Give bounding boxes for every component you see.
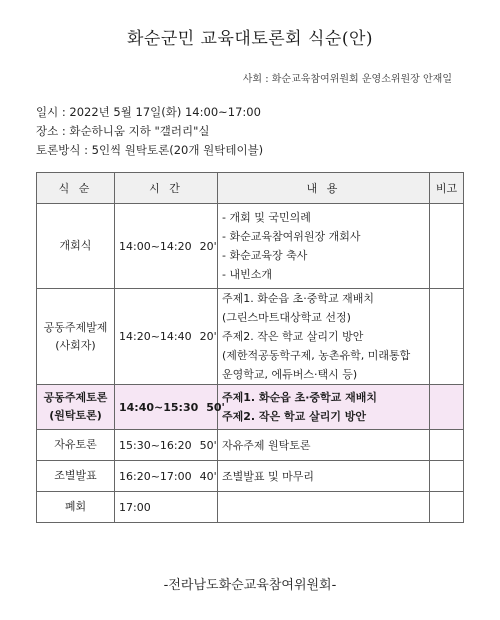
row-name-line: 폐회	[64, 500, 87, 513]
header-time: 시 간	[115, 173, 218, 204]
table-row	[37, 204, 464, 289]
row-time	[115, 385, 225, 430]
time-range: 15:30~16:20	[119, 438, 192, 452]
info-method: 토론방식 : 5인씩 원탁토론(20개 원탁테이블)	[36, 143, 264, 157]
row-note	[430, 492, 464, 523]
info-place: 장소 : 화순하니움 지하 "갤러리"실	[36, 124, 210, 138]
row-content	[218, 289, 430, 385]
row-name-line: (원탁토론)	[49, 409, 102, 422]
content-line: (그린스마트대상학교 선정)	[222, 311, 351, 324]
table-row	[37, 430, 464, 461]
row-name-line: 조별발표	[54, 469, 97, 482]
content-line: 운영학교, 에듀버스·택시 등)	[222, 368, 358, 381]
duration: 20'	[199, 330, 217, 343]
row-name-line: (사회자)	[55, 338, 96, 352]
row-name	[37, 385, 115, 430]
row-note	[430, 204, 464, 289]
time-range: 14:20~14:40	[119, 330, 192, 343]
table-row	[37, 289, 464, 385]
duration: 50'	[199, 438, 217, 452]
table-row-highlighted	[37, 385, 464, 430]
row-content	[218, 385, 430, 430]
duration: 40'	[199, 469, 217, 483]
content-line: - 화순교육장 축사	[222, 249, 308, 262]
document-title: 화순군민 교육대토론회 식순(안)	[126, 29, 374, 49]
organization-footer: -전라남도화순교육참여위원회-	[163, 578, 337, 593]
content-line: (제한적공동학구제, 농촌유학, 미래통합	[222, 349, 411, 362]
row-name-line: 자유토론	[54, 438, 97, 451]
row-name-line: 공동주제토론	[43, 391, 108, 404]
content-line: 조별발표 및 마무리	[222, 469, 315, 483]
row-name	[37, 204, 115, 289]
row-time	[115, 204, 218, 289]
duration: 50'	[206, 400, 225, 414]
content-line: - 내빈소개	[222, 268, 272, 281]
row-name	[37, 461, 115, 492]
time-range: 14:40~15:30	[119, 400, 199, 414]
row-name	[37, 492, 115, 523]
row-note	[430, 461, 464, 492]
row-content	[218, 461, 430, 492]
content-line: 주제2. 작은 학교 살리기 방안	[222, 410, 367, 423]
table-header-row	[37, 173, 464, 204]
table-row	[37, 492, 464, 523]
row-note	[430, 289, 464, 385]
row-time	[115, 430, 218, 461]
time-range: 16:20~17:00	[119, 469, 192, 483]
row-name-line: 공동주제발제	[43, 320, 108, 334]
info-date: 일시 : 2022년 5월 17일(화) 14:00~17:00	[36, 105, 261, 119]
row-time	[115, 289, 218, 385]
time-range: 14:00~14:20	[119, 239, 192, 253]
table-row	[37, 461, 464, 492]
row-content	[218, 204, 430, 289]
row-name	[37, 289, 115, 385]
content-line: 주제1. 화순읍 초·중학교 재배치	[222, 292, 374, 305]
content-line: 자유주제 원탁토론	[222, 438, 311, 452]
content-line: 주제1. 화순읍 초·중학교 재배치	[222, 391, 378, 404]
row-content	[218, 430, 430, 461]
moderator-line: 사회 : 화순교육참여위원회 운영소위원장 안재일	[242, 74, 452, 85]
header-order: 식 순	[37, 173, 115, 204]
row-content	[218, 492, 430, 523]
row-note	[430, 385, 464, 430]
row-note	[430, 430, 464, 461]
time-range: 17:00	[119, 500, 151, 514]
content-line: - 화순교육참여위원장 개회사	[222, 230, 361, 243]
row-name	[37, 430, 115, 461]
header-note: 비고	[430, 173, 464, 204]
row-time	[115, 461, 218, 492]
schedule-table	[36, 172, 464, 523]
content-line: 주제2. 작은 학교 살리기 방안	[222, 330, 364, 343]
row-name-line: 개회식	[59, 239, 92, 252]
row-time	[115, 492, 218, 523]
content-line: - 개회 및 국민의례	[222, 211, 311, 224]
duration: 20'	[199, 239, 217, 253]
header-content: 내 용	[218, 173, 430, 204]
